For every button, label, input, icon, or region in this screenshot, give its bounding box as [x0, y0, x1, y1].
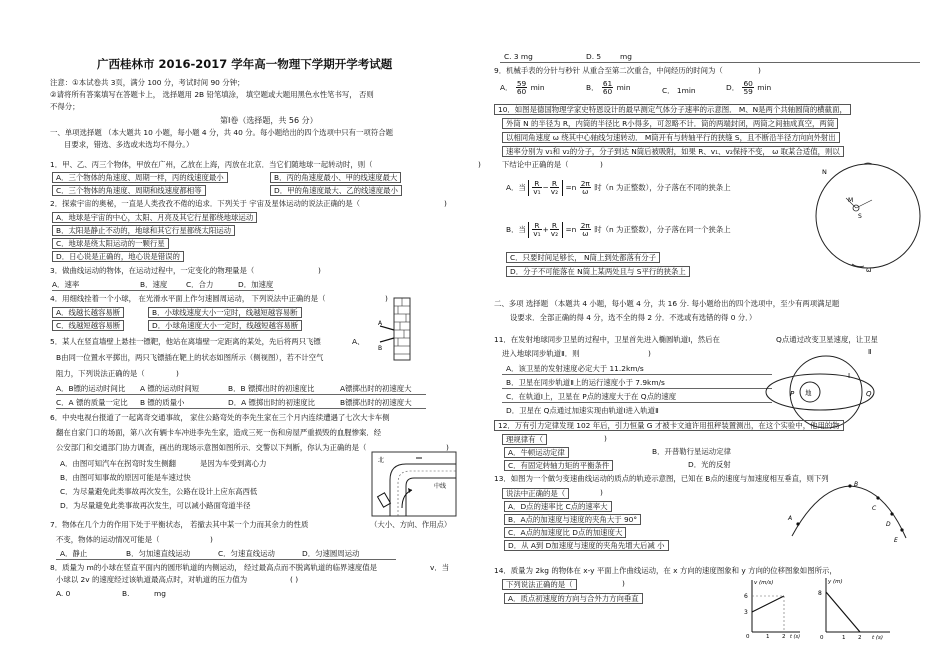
option-underline — [56, 394, 426, 395]
q2-option-b: B．太阳是静止不动的，地球和其它行星都绕太阳运动 — [52, 225, 235, 236]
q4-option-c: C．线越短越容易断 — [52, 320, 124, 331]
v-axis-label: v (m/s) — [754, 580, 774, 586]
q3-option-d: D．加速度 — [238, 280, 274, 289]
center-line-label: 中线 — [434, 483, 447, 490]
q6-option-b: B．由图可知事故的原因可能是车速过快 — [60, 473, 191, 482]
svg-text:B: B — [378, 345, 383, 352]
q7-option-c: C．匀速直线运动 — [218, 549, 275, 558]
question-12-line-2: 理规律有（ — [502, 434, 547, 445]
option-letter: C． — [662, 86, 675, 95]
q1-option-c: C．三个物体的角速度、周期和线速度都相等 — [52, 185, 206, 196]
q8-option-c: C. 3 mg — [504, 52, 533, 61]
question-13: 13．如图为一个做匀变速曲线运动的质点的轨迹示意图，已知在 B点的速度与加速度相互垂直，则下列 — [494, 474, 829, 483]
q7-paren-note: （大小、方向、作用点） — [370, 520, 452, 529]
equals-n: =n — [565, 224, 577, 234]
question-10-line-4: 速率分别为 v₁和 v₂的分子，分子到达 N筒后被吸附，如果 R、v₁、v₂保持不变， ω 取某合适值，则以 — [502, 146, 844, 157]
label-d: D — [886, 521, 891, 528]
x-velocity-graph — [740, 578, 802, 638]
q5-label-ab: A、 — [352, 337, 365, 346]
north-label: 北 — [378, 457, 385, 464]
q5-option-c-1: C．A 镖的质量一定比 — [56, 398, 128, 407]
q9-option-a — [500, 80, 545, 96]
q10-option-b: B．当 $\frac{R}{\text{v₁}}$ + $\frac{R}{\text{v₂}}$ =n $\frac{2\pi}{\omega}$ 时（n 为正整数），分子落在同一个狭条上 — [506, 221, 731, 239]
q5-option-d-2: B镖掷出时的初速度大 — [340, 398, 412, 407]
option-underline — [502, 402, 772, 403]
unit: 1min — [676, 86, 696, 95]
option-underline — [52, 290, 274, 291]
q7-option-b: B．匀加速直线运动 — [126, 549, 191, 558]
q8-option-b-unit: mg — [154, 589, 166, 598]
equals-n: =n — [565, 182, 577, 192]
q8-option-b: B. — [122, 589, 130, 598]
q13-option-d: D．从 A到 D加速度与速度的夹角先增大后减 小 — [504, 540, 669, 551]
question-2: 2．探索宇宙的奥秘，一直是人类孜孜不倦的追求．下列关于 宇宙及星体运动的说法正确的是（ — [50, 199, 361, 208]
q11-option-b: B．卫星在同步轨道Ⅱ上的运行速度小于 7.9km/s — [506, 378, 665, 387]
question-14: 14．质量为 2kg 的物体在 x-y 平面上作曲线运动，在 x 方向的速度图象和 y 方向的位移图象如图所示， — [494, 566, 837, 575]
question-7-line-2: 不变，物体的运动情况可能是（ — [56, 535, 160, 544]
q10-option-a: A．当 $\frac{R}{\text{v₁}}$ − $\frac{R}{\text{v₂}}$ =n $\frac{2\pi}{\omega}$ 时（n 为正整数），分子落在不同的狭条上 — [506, 179, 731, 197]
label-e: E — [894, 537, 898, 544]
traffic-accident-figure — [372, 452, 456, 516]
t-axis-label: t (s) — [872, 635, 884, 641]
answer-paren: ) — [444, 199, 447, 208]
option-underline — [500, 62, 920, 63]
q11-option-a: A．该卫星的发射速度必定大于 11.2km/s — [506, 364, 644, 373]
denominator: 60 — [602, 87, 613, 97]
option-underline — [502, 374, 772, 375]
answer-paren: ) — [758, 66, 761, 75]
q14-option-a: A．质点初速度的方向与合外力方向垂直 — [504, 593, 643, 604]
q3-option-b: B．速度 — [140, 280, 168, 289]
label-q: Q — [866, 390, 872, 398]
q13-option-a: A．D点的速率比 C点的速率大 — [504, 501, 612, 512]
question-13-line-2: 说法中正确的是（ — [502, 488, 569, 499]
question-5-line-2: B由同一位置水平掷出，两只飞镖插在靶上的状态如图所示（侧视图），若不计空气 — [56, 353, 324, 362]
option-letter: D． — [726, 82, 740, 92]
q3-option-c: C．合力 — [186, 280, 214, 289]
label-s: S — [858, 213, 862, 220]
q1-option-a: A．三个物体的角速度、周期一样，丙的线速度最小 — [52, 172, 228, 183]
question-14-line-2: 下列说法正确的是（ — [502, 579, 577, 590]
question-8-line-2: 小球以 2v 的速度经过该轨道最高点时，对轨道的压力值为 — [56, 575, 248, 584]
q4-option-d: D．小球角速度大小一定时，线越短越容易断 — [148, 320, 302, 331]
answer-paren: ) — [648, 349, 651, 358]
unit: min — [757, 82, 772, 92]
q6-option-a-1: A．由图可知汽车在拐弯时发生侧翻 — [60, 459, 176, 468]
section-one-intro-2: 目要求，错选、多选或未选均不得分。） — [64, 140, 194, 149]
label-m: M — [848, 197, 854, 204]
answer-paren: ) — [604, 434, 607, 443]
tick-6: 6 — [744, 593, 748, 600]
question-6-line-2: 翻在自家门口的场面，第八次有辆卡车冲进李先生家，造成三死一伤和房屋严重损毁的血腥惨案．经 — [56, 428, 382, 437]
label-p: P — [790, 390, 795, 398]
numerator: 60 — [743, 79, 753, 88]
trajectory-figure — [788, 480, 912, 546]
section-one-intro: 一、单项选择题 （本大题共 10 小题，每小题 4 分，共 40 分。每小题给出的四个选项中只有一项符合题 — [50, 128, 393, 137]
q12-option-c: C．有固定转轴力矩的平衡条件 — [504, 460, 613, 471]
answer-paren: ) — [210, 535, 213, 544]
option-text: 时（n 为正整数），分子落在不同的狭条上 — [594, 182, 731, 192]
q5-option-a-2: A 镖的运动时间短 — [140, 384, 200, 393]
q10-option-d: D．分子不可能落在 N筒上某两处且与 S平行的狭条上 — [506, 266, 690, 277]
question-9: 9．机械手表的分针与秒针 从重合至第二次重合，中间经历的时间为（ — [494, 66, 723, 75]
q13-option-b: B．A点的加速度与速度的夹角大于 90° — [504, 514, 641, 525]
numerator: 59 — [516, 79, 527, 88]
tick-2: 2 — [858, 635, 862, 641]
question-10-line-3: 以相同角速度 ω 绕其中心轴线匀速转动． M筒开有与转轴平行的狭缝 S，且不断沿半径方向向外射出 — [502, 132, 840, 143]
y-axis-label: y (m) — [828, 579, 843, 585]
note-line-2: ②请将所有答案填写在答题卡上， 选择题用 2B 铅笔填涂， 填空题或大题用黑色水性笔书写， 否则 — [50, 90, 374, 99]
label-c: C — [872, 505, 877, 512]
label-n: N — [822, 168, 827, 176]
exam-title: 广西桂林市 2016-2017 学年高一物理下学期开学考试题 — [97, 57, 393, 71]
q12-option-a: A．牛顿运动定律 — [504, 447, 569, 458]
section-two-intro: 二、多项 选择题 （本题共 4 小题，每小题 4 分，共 16 分. 每小题给出的四个选项中，至少有两项满足题 — [494, 299, 840, 308]
tick-2: 2 — [782, 634, 786, 640]
label-orbit-i: Ⅰ — [848, 372, 851, 380]
q11-option-d: D．卫星在 Q点通过加速实现由轨道Ⅰ进入轨道Ⅱ — [506, 406, 659, 415]
question-3: 3．做曲线运动的物体，在运动过程中，一定变化的物理量是（ — [50, 266, 255, 275]
stern-cylinder-figure — [812, 160, 924, 272]
label-a: A — [788, 515, 793, 522]
option-underline — [56, 408, 426, 409]
question-12: 12．万有引力定律发现 102 年后，引力恒量 G 才被卡文迪许用扭秤装置测出，在这个实验中，他用的物 — [494, 420, 844, 431]
tick-1: 1 — [842, 635, 846, 641]
q13-option-c: C．A点的加速度比 D点的加速度大 — [504, 527, 626, 538]
q8-option-d: D. 5 — [586, 52, 602, 61]
unit: min — [616, 82, 631, 92]
fraction — [516, 80, 527, 96]
option-underline — [56, 559, 396, 560]
q5-option-b-2: A镖掷出时的初速度大 — [340, 384, 412, 393]
tick-8: 8 — [818, 590, 822, 597]
answer-paren: ) — [318, 266, 321, 275]
q2-option-a: A．地球是宇宙的中心，太阳、月亮及其它行星都绕地球运动 — [52, 212, 257, 223]
q6-option-d: D．为尽量避免此类事故再次发生，可以减小路面弯道半径 — [60, 501, 251, 510]
q8-critical-velocity: v．当 — [430, 563, 450, 572]
q4-option-b: B．小球线速度大小一定时，线越短越容易断 — [148, 307, 302, 318]
question-8: 8．质量为 m的小球在竖直平面内的圆形轨道的内侧运动， 经过最高点而不脱离轨道的临界速度值是 — [50, 563, 378, 572]
answer-paren: ( ) — [290, 575, 299, 584]
q1-option-d: D．甲的角速度最大、乙的线速度最小 — [270, 185, 402, 196]
q8-option-a: A. 0 — [56, 589, 71, 598]
answer-paren: ) — [600, 488, 603, 497]
dart-wall-figure — [378, 296, 414, 366]
label-omega: ω — [866, 266, 872, 274]
denominator: 60 — [516, 87, 527, 97]
answer-paren: ) — [600, 160, 603, 169]
question-11: 11．在发射地球同步卫星的过程中，卫星首先进入椭圆轨道Ⅰ，然后在 — [494, 335, 720, 344]
fraction — [602, 80, 613, 96]
q9-option-d — [726, 80, 771, 96]
answer-paren: ) — [385, 294, 388, 303]
q2-option-d: D．日心说是正确的，地心说是错误的 — [52, 251, 184, 262]
question-11-part-2: Q点通过改变卫星速度，让卫星 — [776, 335, 878, 344]
numerator: 61 — [602, 79, 613, 88]
question-11-line-2: 进入地球同步轨道Ⅱ．则 — [502, 349, 580, 358]
tick-origin: 0 — [746, 634, 750, 640]
svg-text:A: A — [378, 320, 383, 327]
option-letter: B． — [586, 82, 599, 92]
q5-option-d-1: D．A 镖掷出时的初速度比 — [228, 398, 316, 407]
fraction — [742, 80, 753, 96]
tick-origin: 0 — [820, 635, 824, 641]
question-5: 5．某人在竖直墙壁上悬挂一镖靶，他站在离墙壁一定距离的某处，先后将两只飞镖 — [50, 337, 321, 346]
q1-option-b: B．丙的角速度最小、甲的线速度最大 — [270, 172, 401, 183]
satellite-orbit-figure — [768, 344, 900, 428]
q4-option-a: A．线越长越容易断 — [52, 307, 124, 318]
question-10: 10．如图是德国物理学家史特恩设计的最早测定气体分子速率的示意图． M、N是两个共轴圆筒的横截面， — [494, 104, 851, 115]
denominator: 59 — [743, 87, 753, 97]
q10-option-c: C．只要时间足够长， N筒上到处都落有分子 — [506, 252, 660, 263]
part-one-heading: 第Ⅰ卷（选择题，共 56 分） — [220, 116, 318, 125]
section-two-intro-2: 设要求．全部正确的得 4 分，选不全的得 2 分．不选或有选错的得 0 分．） — [510, 313, 757, 322]
q2-option-c: C．地球是绕太阳运动的一颗行星 — [52, 238, 169, 249]
q9-option-b — [586, 80, 631, 96]
question-6: 6．中央电视台报道了一起离奇交通事故， 家住公路弯处的李先生家在三个月内连续遭遇了七次大卡车侧 — [50, 413, 390, 422]
answer-paren: ) — [622, 579, 625, 588]
q7-option-a: A．静止 — [60, 549, 88, 558]
q11-option-c: C．在轨道Ⅰ上，卫星在 P点的速度大于在 Q点的速度 — [506, 392, 677, 401]
q5-option-b-1: B．B 镖掷出时的初速度比 — [228, 384, 315, 393]
option-letter: A． — [500, 82, 513, 92]
question-4: 4．用细线拴着一个小球， 在光滑水平面上作匀速圆周运动， 下列说法中正确的是（ — [50, 294, 326, 303]
t-axis-label: t (s) — [790, 634, 801, 640]
option-underline — [502, 388, 772, 389]
q6-option-a-2: 是因为车受到离心力 — [200, 459, 267, 468]
option-text: 时（n 为正整数），分子落在同一个狭条上 — [594, 224, 731, 234]
option-lead: B．当 — [506, 224, 526, 234]
note-line-3: 不得分； — [50, 102, 80, 111]
label-earth: 地 — [805, 389, 812, 397]
unit: min — [530, 82, 545, 92]
question-10-line-5: 下结论中正确的是（ — [502, 160, 569, 169]
tick-3: 3 — [744, 609, 748, 616]
label-orbit-ii: Ⅱ — [868, 348, 872, 356]
question-10-line-2: 外筒 N 的半径为 R，内筒的半径比 R小得多，可忽略不计．筒的两端封闭，两筒之间抽成真空，两筒 — [502, 118, 838, 129]
answer-paren: ) — [446, 443, 449, 452]
note-line-1: 注意：①本试卷共 3页，满分 100 分，考试时间 90 分钟； — [50, 78, 245, 87]
q7-option-d: D．匀速圆周运动 — [302, 549, 360, 558]
question-7: 7．物体在几个力的作用下处于平衡状态， 若撤去其中某一个力而其余力的性质 — [50, 520, 309, 529]
q8-option-d-unit: mg — [620, 52, 632, 61]
q3-option-a: A．速率 — [52, 280, 80, 289]
question-6-line-3: 公安部门和交通部门协力调查，画出的现场示意图如图所示．交警以下判断，你认为正确的是（ — [56, 443, 367, 452]
question-1: 1．甲、乙、丙三个物体，甲放在广州，乙放在上海，丙放在北京．当它们随地球一起转动时，则（ — [50, 160, 373, 169]
option-lead: A．当 — [506, 182, 526, 192]
question-5-line-3: 阻力，下列说法正确的是（ — [56, 369, 145, 378]
q5-option-c-2: B 镖的质量小 — [140, 398, 185, 407]
answer-paren: ) — [478, 160, 481, 169]
q9-option-c — [662, 86, 696, 95]
q5-option-a-1: A．B镖的运动时间比 — [56, 384, 126, 393]
tick-1: 1 — [766, 634, 770, 640]
q12-option-d: D．光的反射 — [688, 460, 731, 469]
answer-paren: ) — [176, 369, 179, 378]
q12-option-b: B．开普勒行星运动定律 — [652, 447, 731, 456]
y-displacement-graph — [814, 576, 894, 640]
q6-option-c: C．为尽量避免此类事故再次发生，公路在设计上应东高西低 — [60, 487, 258, 496]
label-b: B — [854, 481, 859, 488]
